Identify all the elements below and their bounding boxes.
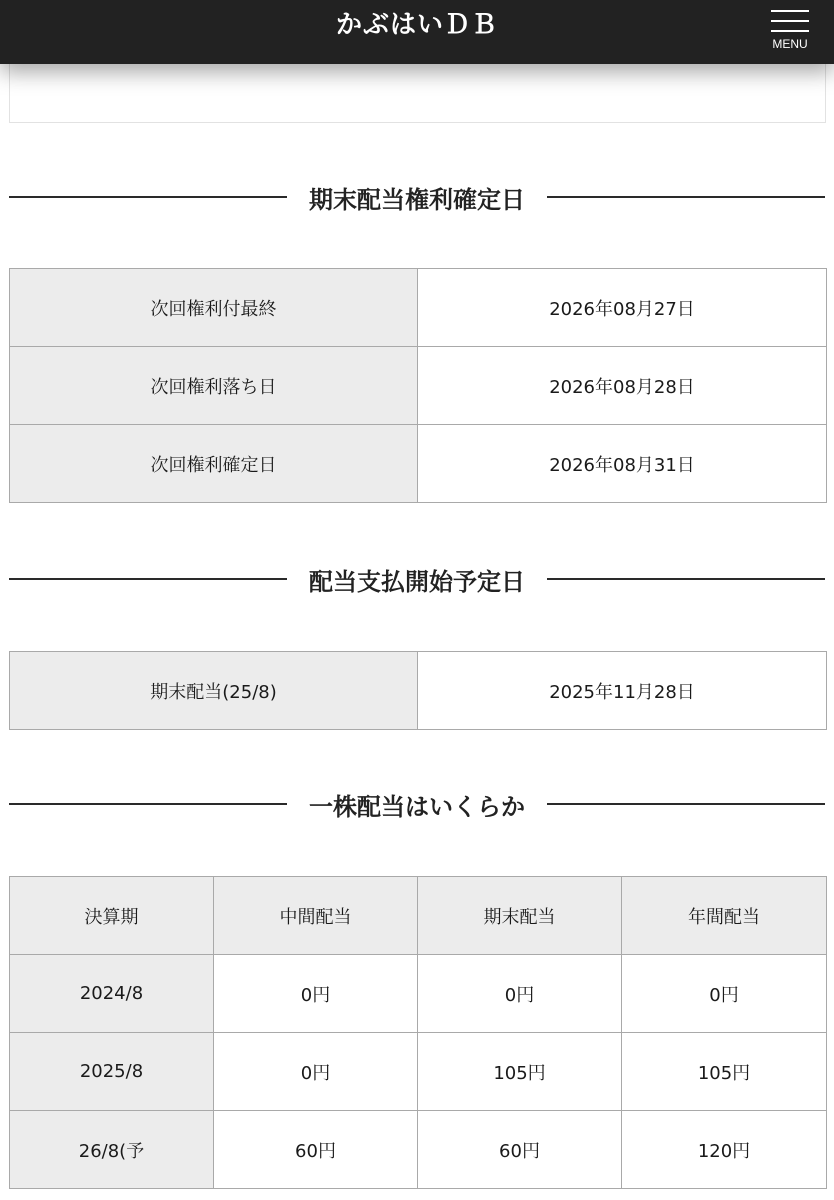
interim-cell: 0円 <box>214 955 418 1033</box>
table-row <box>10 425 827 503</box>
row-value: 2026年08月27日 <box>418 269 827 347</box>
heading-rule-left <box>9 578 287 580</box>
dividend-title: 一株配当はいくらか <box>309 792 525 821</box>
dividend-heading <box>9 784 825 824</box>
table-row <box>10 347 827 425</box>
final-cell: 105円 <box>418 1033 622 1111</box>
interim-cell: 0円 <box>214 1033 418 1111</box>
table-row <box>10 1111 827 1189</box>
period-cell: 2024/8 <box>10 955 214 1033</box>
annual-cell: 120円 <box>622 1111 827 1189</box>
column-header-period: 決算期 <box>10 877 214 955</box>
column-header-final: 期末配当 <box>418 877 622 955</box>
table-row <box>10 269 827 347</box>
hamburger-menu-icon[interactable] <box>771 10 809 32</box>
column-header-annual: 年間配当 <box>622 877 827 955</box>
row-label: 次回権利付最終 <box>10 269 418 347</box>
table-row <box>10 652 827 730</box>
table-header-row <box>10 877 827 955</box>
site-title[interactable]: かぶはいＤＢ <box>335 10 498 40</box>
table-row <box>10 1033 827 1111</box>
heading-rule-right <box>547 803 825 805</box>
heading-rule-left <box>9 803 287 805</box>
menu-label[interactable]: MENU <box>772 37 808 51</box>
record-date-heading <box>9 177 825 217</box>
record-date-title: 期末配当権利確定日 <box>309 185 525 214</box>
period-cell: 26/8(予 <box>10 1111 214 1189</box>
annual-cell: 0円 <box>622 955 827 1033</box>
row-value: 2026年08月31日 <box>418 425 827 503</box>
final-cell: 60円 <box>418 1111 622 1189</box>
dividend-table <box>9 876 827 1189</box>
row-label: 次回権利確定日 <box>10 425 418 503</box>
heading-rule-right <box>547 196 825 198</box>
payment-date-heading <box>9 559 825 599</box>
payment-date-title: 配当支払開始予定日 <box>309 567 525 596</box>
period-cell: 2025/8 <box>10 1033 214 1111</box>
final-cell: 0円 <box>418 955 622 1033</box>
interim-cell: 60円 <box>214 1111 418 1189</box>
row-label: 期末配当(25/8) <box>10 652 418 730</box>
heading-rule-right <box>547 578 825 580</box>
column-header-interim: 中間配当 <box>214 877 418 955</box>
payment-date-table <box>9 651 827 730</box>
row-value: 2025年11月28日 <box>418 652 827 730</box>
annual-cell: 105円 <box>622 1033 827 1111</box>
row-label: 次回権利落ち日 <box>10 347 418 425</box>
menu-button[interactable] <box>766 6 814 58</box>
heading-rule-left <box>9 196 287 198</box>
top-content-box <box>9 60 826 123</box>
table-row <box>10 955 827 1033</box>
record-date-table <box>9 268 827 503</box>
site-header <box>0 0 834 64</box>
row-value: 2026年08月28日 <box>418 347 827 425</box>
